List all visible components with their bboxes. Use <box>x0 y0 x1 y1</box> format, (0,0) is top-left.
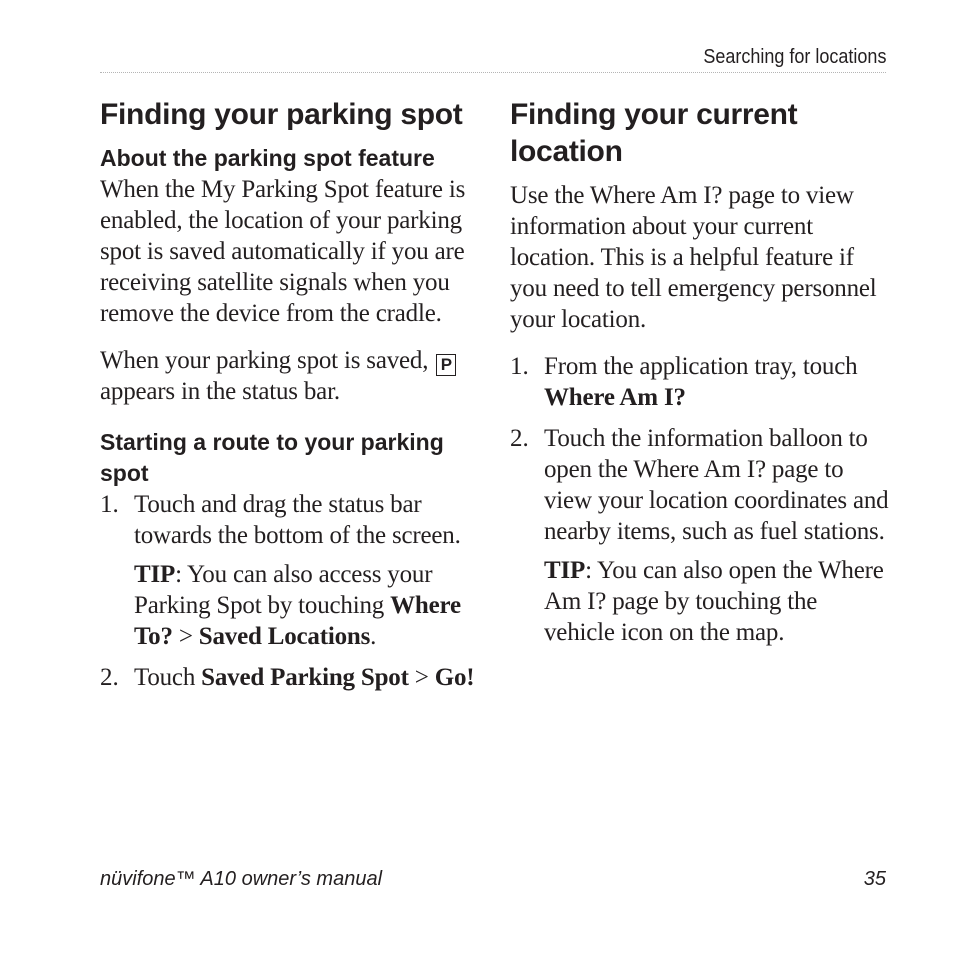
list-item <box>510 423 890 648</box>
step1-text: From the application tray, touch <box>544 353 858 380</box>
parking-icon: P <box>436 354 456 376</box>
step-number: 1. <box>510 353 529 380</box>
paragraph-parking-saved <box>100 345 480 407</box>
header-divider <box>100 72 886 73</box>
tip-end: . <box>370 623 377 650</box>
step2-pre: Touch <box>134 664 202 691</box>
step2-bold-go: Go! <box>434 664 475 691</box>
step-text <box>134 662 480 693</box>
tip-label: TIP <box>544 557 586 584</box>
steps-list-parking <box>100 489 480 693</box>
page-number: 35 <box>863 868 886 890</box>
step-text: Touch and drag the status bar towards the bottom of the screen. <box>134 491 461 549</box>
step-number: 2. <box>100 664 119 691</box>
paragraph-where-am-i: Use the Where Am I? page to view information about your current location. This is a helpful feature if you need to tell emergency personnel your location. <box>510 182 877 333</box>
list-item <box>100 662 480 693</box>
step2-bold-saved-parking: Saved Parking Spot <box>201 664 409 691</box>
tip-parking <box>134 559 480 652</box>
subheading-route-parking: Starting a route to your parking spot <box>100 429 444 486</box>
section-title-parking: Finding your parking spot <box>100 98 463 131</box>
step-number: 1. <box>100 491 119 518</box>
list-item <box>510 351 890 413</box>
tip-bold-saved-locations: Saved Locations <box>198 623 371 650</box>
step1-bold-where-am-i: Where Am I? <box>544 384 686 411</box>
running-header: Searching for locations <box>702 46 886 68</box>
saved-text-before: When your parking spot is saved, <box>100 347 435 374</box>
tip-bold-where-to: Where To? <box>134 592 461 650</box>
right-column <box>510 96 890 648</box>
tip-separator: > <box>172 623 199 650</box>
list-item <box>100 489 480 652</box>
step-number: 2. <box>510 425 529 452</box>
steps-list-location <box>510 351 890 648</box>
paragraph-about-parking: When the My Parking Spot feature is enabled, the location of your parking spot is saved automatically if you are receiving satellite signals when you remove the device from the cradle. <box>100 176 466 327</box>
saved-text-after: appears in the status bar. <box>100 378 340 405</box>
step-text <box>544 351 890 413</box>
tip-text: : You can also access your Parking Spot by touching <box>134 561 433 619</box>
step-text: Touch the information balloon to open the Where Am I? page to view your location coordinates and nearby items, such as fuel stations. <box>544 425 889 545</box>
left-column <box>100 96 480 693</box>
tip-location <box>544 555 890 648</box>
tip-label: TIP <box>134 561 176 588</box>
section-title-location: Finding your current location <box>510 98 798 168</box>
subheading-about-parking: About the parking spot feature <box>100 145 435 171</box>
tip-text: : You can also open the Where Am I? page by touching the vehicle icon on the map. <box>544 557 884 646</box>
footer-manual-title: nüvifone™ A10 owner’s manual <box>100 868 383 890</box>
step2-separator: > <box>408 664 435 691</box>
